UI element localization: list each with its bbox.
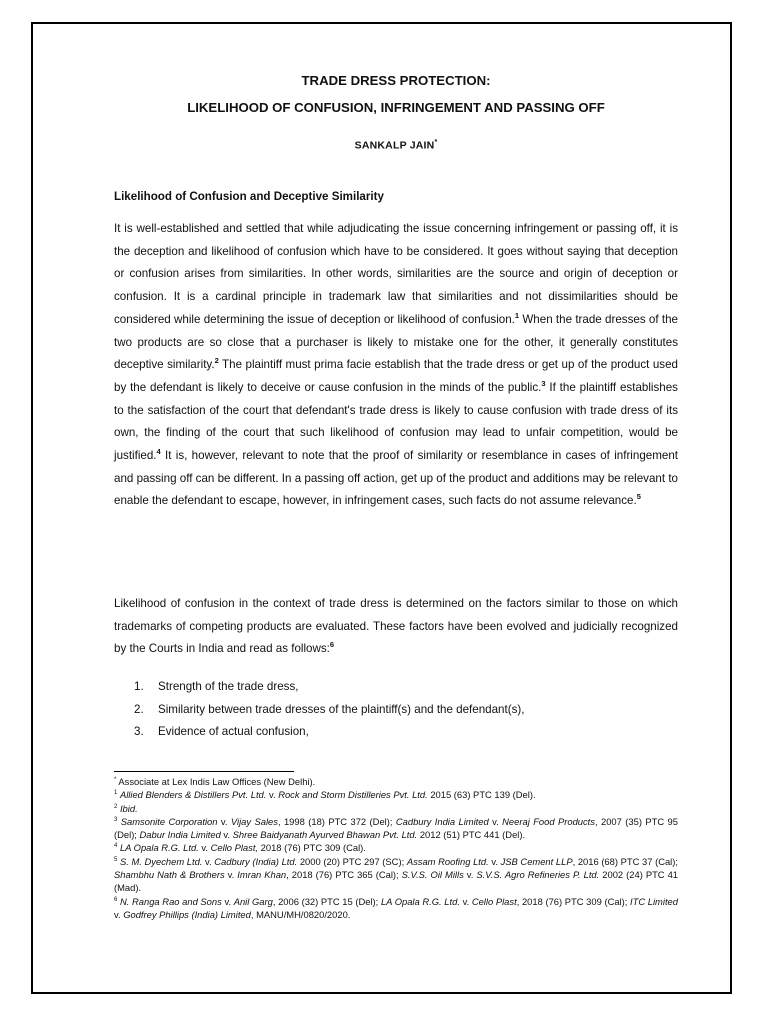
footnote-mark: 5 xyxy=(114,856,118,863)
document-title-line-2: LIKELIHOOD OF CONFUSION, INFRINGEMENT AND PASSING OFF xyxy=(187,100,605,115)
footnote-text: v. xyxy=(114,908,124,920)
case-name: N. Ranga Rao and Sons xyxy=(120,895,222,907)
footnote-text: v. xyxy=(198,842,211,854)
case-name: Samsonite Corporation xyxy=(120,815,218,827)
case-name: Shambhu Nath & Brothers xyxy=(114,869,225,881)
body-paragraph-1 xyxy=(114,218,678,513)
footnote-text: 2012 (51) PTC 441 (Del). xyxy=(417,829,526,841)
sentence: It is, however, relevant to note that the proof of similarity or resemblance in cases of infringement and passing off can be different. In a passing off action, get up of the product and additions may be relevant to enable the defendant to escape, however, in infringement cases, such facts do not assume relevance. xyxy=(114,449,678,508)
footnote-text: v. xyxy=(266,789,279,801)
footnote-text: v. xyxy=(488,815,503,827)
case-name: Vijay Sales xyxy=(230,815,278,827)
sentence: When the trade dresses of the two products are so close that a purchaser is likely to mistake one for the other, it generally constitutes deceptive similarity. xyxy=(114,312,678,372)
footnote-text: 2018 (76) PTC 309 (Cal). xyxy=(258,842,366,854)
footnote-text: , 2006 (32) PTC 15 (Del); xyxy=(272,895,381,907)
footnote-text: Associate at Lex Indis Law Offices (New Delhi). xyxy=(116,776,316,787)
footnote-text: , 2007 (35) PTC 95 (Del); xyxy=(114,815,678,841)
case-name: S.V.S. Oil Mills xyxy=(401,869,464,881)
footnote-separator xyxy=(114,771,294,772)
footnote-text: , 2016 (68) PTC 37 (Cal); xyxy=(572,855,678,867)
footnote-star xyxy=(114,775,678,788)
footnote-ref: 6 xyxy=(329,640,335,650)
footnote-5 xyxy=(114,855,678,895)
case-name: Cadbury India Limited xyxy=(395,815,489,827)
footnote-text: v. xyxy=(459,895,472,907)
case-name: LA Opala R.G. Ltd. xyxy=(380,895,460,907)
footnote-ref: 5 xyxy=(636,492,641,502)
case-name: ITC Limited xyxy=(630,895,678,907)
footnote-ref: 1 xyxy=(514,310,520,320)
footnote-mark: 3 xyxy=(114,816,118,823)
case-name: S. M. Dyechem Ltd. xyxy=(119,855,203,867)
footnote-text: v. xyxy=(221,895,234,907)
footnote-mark: 6 xyxy=(114,896,118,903)
case-name: LA Opala R.G. Ltd. xyxy=(119,842,199,854)
footnote-mark: 2 xyxy=(114,803,118,810)
author-footnote-mark: * xyxy=(434,139,438,146)
footnote-text: 2002 (24) PTC 41 (Mad). xyxy=(114,869,679,894)
list-item xyxy=(114,699,678,722)
footnote-text: , 2018 (76) PTC 365 (Cal); xyxy=(286,869,402,881)
list-number: 3. xyxy=(134,725,144,738)
case-name: Cadbury (India) Ltd. xyxy=(214,855,298,867)
footnote-text: v. xyxy=(463,869,477,881)
footnote-text: v. xyxy=(217,815,231,827)
list-text: Evidence of actual confusion, xyxy=(158,725,309,738)
list-text: Strength of the trade dress, xyxy=(158,680,299,693)
list-number: 2. xyxy=(134,702,144,716)
footnote-text: Ibid. xyxy=(119,802,138,814)
footnote-ref: 3 xyxy=(541,379,546,389)
list-item xyxy=(114,721,678,744)
footnote-mark: 1 xyxy=(114,790,118,797)
case-name: Cello Plast xyxy=(471,895,517,907)
case-name: Godfrey Phillips (India) Limited xyxy=(123,908,251,920)
footnote-text: , 1998 (18) PTC 372 (Del); xyxy=(277,815,396,827)
sentence: The plaintiff must prima facie establish that the trade dress or get up of the product used by the defendant is likely to deceive or cause confusion in the minds of the public. xyxy=(114,358,679,394)
author-text: SANKALP JAIN xyxy=(354,139,435,152)
footnote-3 xyxy=(114,815,678,842)
case-name: Dabur India Limited xyxy=(139,829,221,841)
case-name: Allied Blenders & Distillers Pvt. Ltd. xyxy=(119,789,267,801)
case-name: S.V.S. Agro Refineries P. Ltd. xyxy=(476,869,600,881)
paragraph-text: Likelihood of confusion in the context of trade dress is determined on the factors similar to those on which trademarks of competing products are evaluated. These factors have been evolved and judicially recognized by the Courts in India and read as follows: xyxy=(114,597,678,656)
case-name: Assam Roofing Ltd. xyxy=(406,855,489,867)
author-name xyxy=(114,139,678,152)
case-name: Neeraj Food Products xyxy=(502,815,595,827)
footnote-text: 2000 (20) PTC 297 (SC); xyxy=(297,855,407,867)
factors-list xyxy=(114,676,678,744)
list-number: 1. xyxy=(134,680,144,693)
footnote-6 xyxy=(114,895,678,922)
sentence: It is well-established and settled that while adjudicating the issue concerning infringement or passing off, it is the deception and likelihood of confusion which have to be considered. It goes without saying that deception or confusion arises from similarities. In other words, similarities are the source and origin of deception or confusion. It is a cardinal principle in trademark law that similarities and not dissimilarities should be considered while determining the issue of deception or likelihood of confusion. xyxy=(114,222,678,326)
case-name: Cello Plast, xyxy=(210,842,259,854)
section-heading: Likelihood of Confusion and Deceptive Similarity xyxy=(114,190,384,203)
footnote-text: v. xyxy=(202,855,215,867)
footnote-text: , MANU/MH/0820/2020. xyxy=(250,908,351,920)
case-name: JSB Cement LLP xyxy=(500,855,573,867)
footnote-text: , 2018 (76) PTC 309 (Cal); xyxy=(516,895,631,907)
list-text: Similarity between trade dresses of the plaintiff(s) and the defendant(s), xyxy=(158,702,525,716)
case-name: Rock and Storm Distilleries Pvt. Ltd. xyxy=(278,789,428,801)
footnote-4 xyxy=(114,841,678,854)
footnote-2 xyxy=(114,802,678,815)
footnote-mark: * xyxy=(114,776,117,783)
footnote-text: v. xyxy=(488,855,501,867)
case-name: Anil Garg xyxy=(233,895,273,907)
case-name: Shree Baidyanath Ayurved Bhawan Pvt. Ltd. xyxy=(232,829,418,841)
list-item xyxy=(114,676,678,699)
case-name: Imran Khan xyxy=(237,869,287,881)
footnote-mark: 4 xyxy=(114,843,118,850)
sentence: If the plaintiff establishes to the satisfaction of the court that defendant's trade dress is likely to cause confusion with trade dress of its own, the finding of the court that such likelihood of confusion may lead to unfair competition, would be justified. xyxy=(114,380,678,463)
document-title-line-1: TRADE DRESS PROTECTION: xyxy=(301,73,491,88)
footnote-ref: 2 xyxy=(214,356,219,366)
footnote-ref: 4 xyxy=(156,447,161,457)
body-paragraph-2 xyxy=(114,593,678,661)
footnotes xyxy=(114,775,678,921)
footnote-1 xyxy=(114,788,678,801)
footnote-text: v. xyxy=(224,869,238,881)
footnote-text: 2015 (63) PTC 139 (Del). xyxy=(427,789,536,801)
footnote-text: v. xyxy=(220,829,233,841)
